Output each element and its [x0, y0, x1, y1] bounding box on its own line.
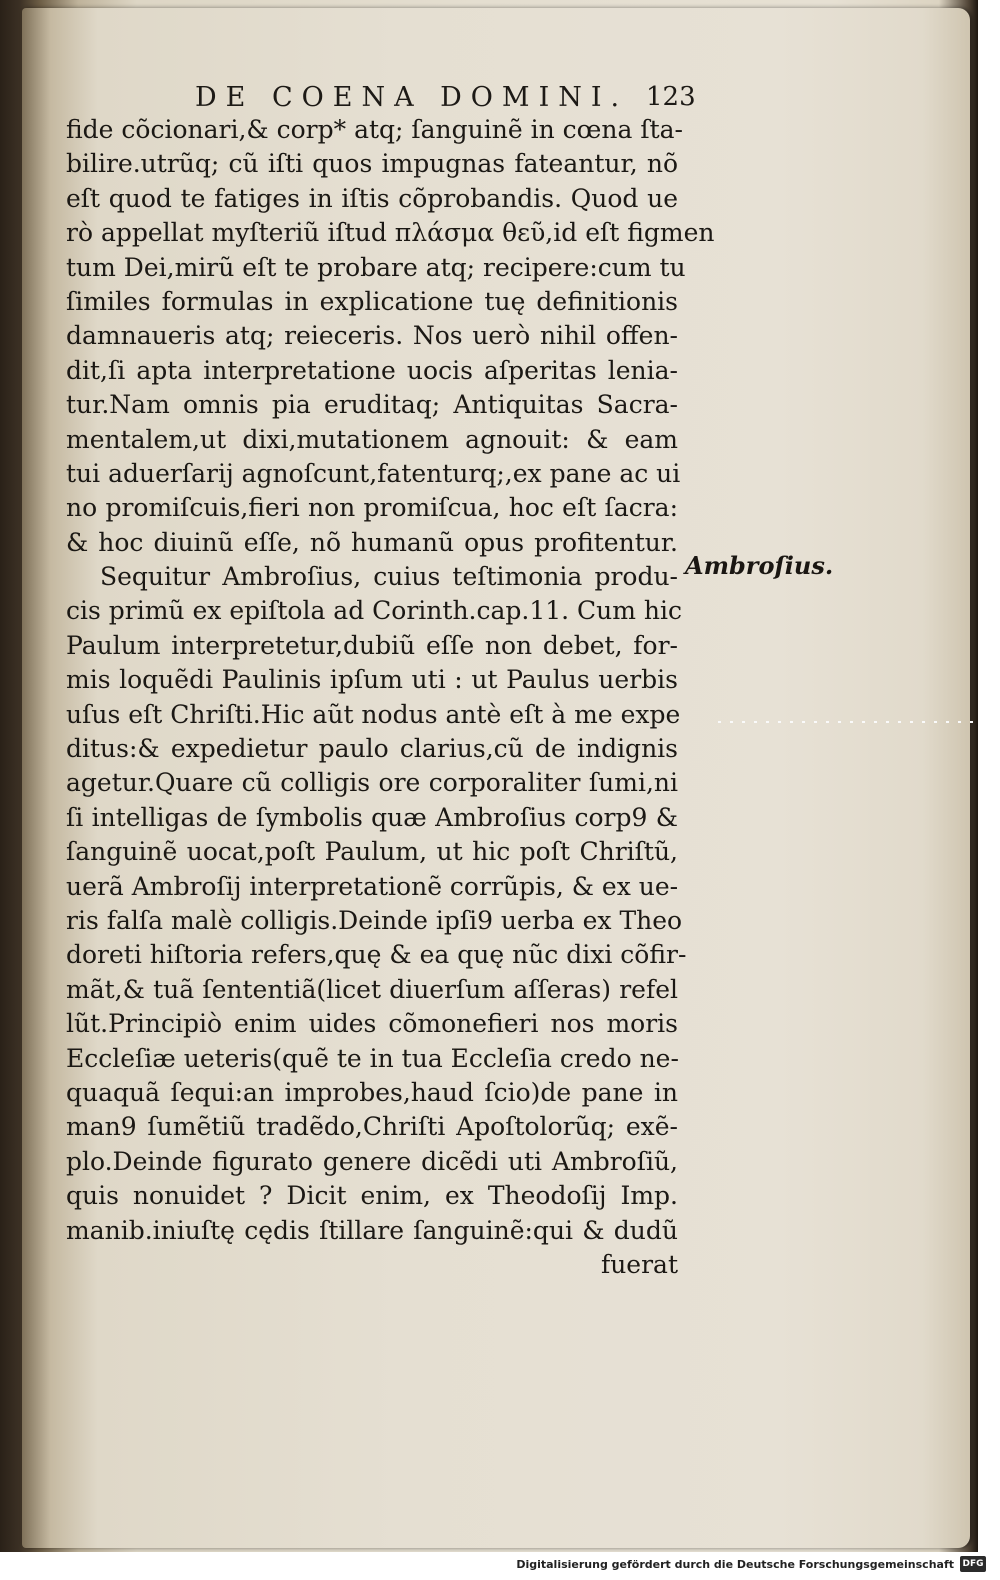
- text-line: uſus eſt Chriſti.Hic aũt nodus antè eſt à me expe: [66, 699, 681, 729]
- running-title: DE COENA DOMINI.: [195, 82, 629, 113]
- text-line: doreti hiſtoria refers,quę & ea quę nũc dixi cõfir-: [66, 940, 687, 970]
- text-line: lũt.Principiò enim uides cõmonefieri nos moris: [66, 1009, 678, 1039]
- text-line: mis loquẽdi Paulinis ipſum uti : ut Paulus uerbis: [66, 665, 678, 695]
- text-line: damnaueris atq; reieceris. Nos uerò nihil offen-: [66, 321, 678, 351]
- page-number: 123: [646, 82, 696, 112]
- text-line: eſt quod te fatiges in iſtis cõprobandis. Quod ue: [66, 183, 678, 213]
- text-line: uerã Ambroſij interpretationẽ corrũpis, & ex ue-: [66, 871, 679, 901]
- text-line: ditus:& expedietur paulo clarius,cũ de indignis: [66, 734, 678, 764]
- text-line: tur.Nam omnis pia eruditaq; Antiquitas Sacra-: [66, 390, 678, 420]
- text-line: ris falſa malè colligis.Deinde ipſi9 uerba ex Theo: [66, 905, 683, 935]
- marginal-note: Ambroſius.: [685, 551, 834, 580]
- text-line: fide cõcionari,& corp* atq; ſanguinẽ in cœna ſta-: [66, 115, 683, 144]
- text-line: manib.iniuſtę cędis ſtillare ſanguinẽ:qui & dudũ: [66, 1215, 678, 1245]
- text-line: quis nonuidet ? Dicit enim, ex Theodoſij Imp.: [66, 1181, 678, 1211]
- text-line: no promiſcuis,fieri non promiſcua, hoc eſt ſacra:: [66, 493, 678, 523]
- text-line: mãt,& tuã ſententiã(licet diuerſum aſſeras) refel: [66, 974, 678, 1004]
- text-line: man9 ſumẽtiũ tradẽdo,Chriſti Apoſtolorũq; exẽ-: [66, 1112, 678, 1142]
- text-line: rò appellat myſteriũ iſtud πλάσμα θεῦ,id eſt figmen: [66, 218, 715, 248]
- catchword: fuerat: [600, 1249, 678, 1279]
- text-line: ſanguinẽ uocat,poſt Paulum, ut hic poſt Chriſtũ,: [66, 837, 678, 867]
- text-line: tum Dei,mirũ eſt te probare atq; recipere:cum tu: [66, 252, 686, 282]
- text-line: ſimiles formulas in explicatione tuę definitionis: [66, 286, 678, 316]
- text-line: bilire.utrũq; cũ iſti quos impugnas fateantur, nõ: [66, 149, 678, 179]
- main-text-block: [66, 113, 715, 1282]
- text-line: Paulum interpretetur,dubiũ eſſe non debet, for-: [66, 630, 678, 660]
- dfg-logo: DFG: [960, 1556, 986, 1572]
- scan-edge-artifact: [718, 721, 978, 723]
- text-line: tui aduerſarij agnoſcunt,fatenturq;,ex pane ac ui: [66, 458, 681, 488]
- text-line: mentalem,ut dixi,mutationem agnouit: & eam: [66, 424, 678, 454]
- text-line: Eccleſiæ ueteris(quẽ te in tua Eccleſia credo ne-: [66, 1043, 679, 1073]
- text-line: plo.Deinde figurato genere dicẽdi uti Ambroſiũ,: [66, 1146, 678, 1176]
- funding-credit: Digitalisierung gefördert durch die Deutsche Forschungsgemeinschaft: [516, 1558, 954, 1571]
- text-line: & hoc diuinũ eſſe, nõ humanũ opus profitentur.: [66, 527, 678, 557]
- text-line: dit,ſi apta interpretatione uocis aſperitas lenia-: [66, 355, 678, 385]
- text-line: quaquã ſequi:an improbes,haud ſcio)de pane in: [66, 1077, 678, 1107]
- text-line: ſi intelligas de ſymbolis quæ Ambroſius corp9 &: [66, 802, 678, 832]
- text-line: cis primũ ex epiſtola ad Corinth.cap.11. Cum hic: [66, 596, 683, 626]
- paragraph-start-line: Sequitur Ambroſius, cuius teſtimonia produ-: [100, 562, 678, 592]
- text-line: agetur.Quare cũ colligis ore corporaliter ſumi,ni: [66, 768, 678, 798]
